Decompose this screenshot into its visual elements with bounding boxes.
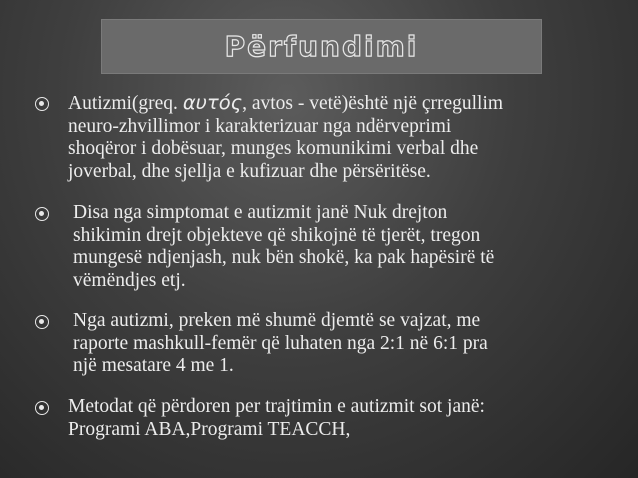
bullet-2-line-3: mungesë ndjenjash, nuk bën shokë, ka pak hapësirë të xyxy=(73,247,495,268)
bullet-marker-icon xyxy=(35,315,49,329)
bullet-3-line-3: një mesatare 4 me 1. xyxy=(73,355,234,376)
bullet-text-2 xyxy=(73,202,494,292)
bullet-4-line-2: Programi ABA,Programi TEACCH, xyxy=(68,418,351,440)
bullet-1-line-1-after: , avtos - vetë)është një çrregullim xyxy=(242,93,504,114)
bullet-3-line-2: raporte mashkull-femër që luhaten nga 2:1 në 6:1 pra xyxy=(73,332,488,354)
bullet-text-3 xyxy=(73,310,488,378)
bullet-3-line-1: Nga autizmi, preken më shumë djemtë se vajzat, me xyxy=(73,310,481,331)
bullet-text-4 xyxy=(68,396,485,441)
bullet-1-greek-word: αυτός xyxy=(182,91,243,114)
slide-title-box xyxy=(101,19,542,74)
bullet-1-line-3: shoqëror i dobësuar, munges komunikimi verbal dhe xyxy=(68,138,479,159)
bullet-1-line-4: joverbal, dhe sjellja e kufizuar dhe përsëritëse. xyxy=(68,160,431,182)
bullet-text-1 xyxy=(68,92,503,183)
bullet-2-line-1: Disa nga simptomat e autizmit janë Nuk drejton xyxy=(73,202,448,223)
bullet-marker-icon xyxy=(35,207,49,221)
bullet-1-line-2: neuro-zhvillimor i karakterizuar nga ndërveprimi xyxy=(68,115,452,137)
slide-title: Përfundimi xyxy=(224,30,419,63)
bullet-marker-icon xyxy=(35,97,49,111)
bullet-2-line-4: vëmëndjes etj. xyxy=(73,269,186,291)
bullet-4-line-1: Metodat që përdoren per trajtimin e autizmit sot janë: xyxy=(68,396,485,417)
bullet-1-line-1-before: Autizmi(greq. xyxy=(68,93,183,114)
bullet-2-line-2: shikimin drejt objekteve që shikojnë të tjerët, tregon xyxy=(73,224,481,246)
bullet-marker-icon xyxy=(35,401,49,415)
bullet-1-line-1 xyxy=(68,92,503,116)
